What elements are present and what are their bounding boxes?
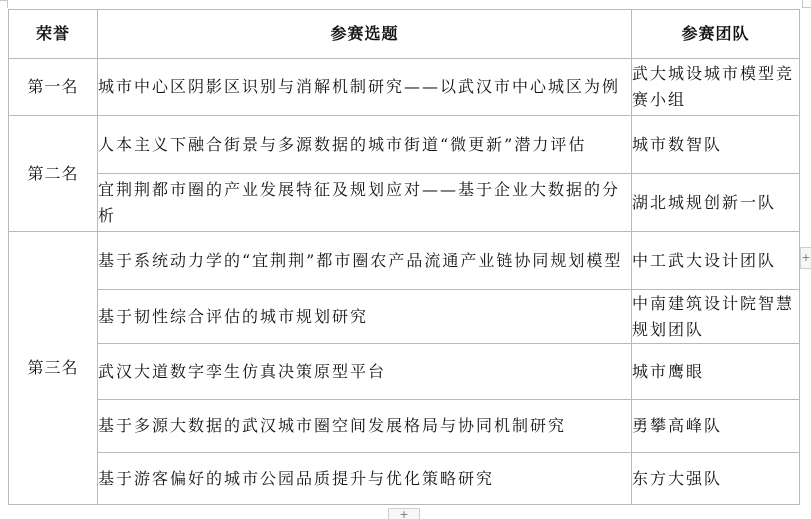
honor-cell: 第二名 bbox=[9, 116, 98, 232]
table-header-row bbox=[9, 10, 800, 59]
table-row bbox=[9, 400, 800, 453]
team-cell: 勇攀高峰队 bbox=[632, 400, 800, 453]
topic-cell: 基于韧性综合评估的城市规划研究 bbox=[98, 290, 632, 344]
header-team: 参赛团队 bbox=[632, 10, 800, 59]
topic-cell: 城市中心区阴影区识别与消解机制研究——以武汉市中心城区为例 bbox=[98, 59, 632, 116]
table-row bbox=[9, 290, 800, 344]
team-cell: 城市鹰眼 bbox=[632, 344, 800, 400]
topic-cell: 基于系统动力学的“宜荆荆”都市圈农产品流通产业链协同规划模型 bbox=[98, 232, 632, 290]
table-row bbox=[9, 59, 800, 116]
table-row bbox=[9, 174, 800, 232]
table-row bbox=[9, 344, 800, 400]
page-corner-mark bbox=[802, 7, 811, 8]
team-cell: 中工武大设计团队 bbox=[632, 232, 800, 290]
honor-cell: 第三名 bbox=[9, 232, 98, 505]
topic-cell: 宜荆荆都市圈的产业发展特征及规划应对——基于企业大数据的分析 bbox=[98, 174, 632, 232]
table-row bbox=[9, 232, 800, 290]
page-corner-mark bbox=[7, 0, 8, 8]
header-honor: 荣誉 bbox=[9, 10, 98, 59]
topic-cell: 基于多源大数据的武汉城市圈空间发展格局与协同机制研究 bbox=[98, 400, 632, 453]
awards-table bbox=[8, 9, 800, 505]
topic-cell: 武汉大道数字孪生仿真决策原型平台 bbox=[98, 344, 632, 400]
table-row bbox=[9, 453, 800, 505]
team-cell: 东方大强队 bbox=[632, 453, 800, 505]
team-cell: 武大城设城市模型竞赛小组 bbox=[632, 59, 800, 116]
team-cell: 湖北城规创新一队 bbox=[632, 174, 800, 232]
add-row-button[interactable]: + bbox=[388, 508, 420, 519]
header-topic: 参赛选题 bbox=[98, 10, 632, 59]
topic-cell: 基于游客偏好的城市公园品质提升与优化策略研究 bbox=[98, 453, 632, 505]
team-cell: 中南建筑设计院智慧规划团队 bbox=[632, 290, 800, 344]
add-column-button[interactable]: + bbox=[800, 247, 811, 269]
table-row bbox=[9, 116, 800, 174]
topic-cell: 人本主义下融合街景与多源数据的城市街道“微更新”潜力评估 bbox=[98, 116, 632, 174]
honor-cell: 第一名 bbox=[9, 59, 98, 116]
team-cell: 城市数智队 bbox=[632, 116, 800, 174]
